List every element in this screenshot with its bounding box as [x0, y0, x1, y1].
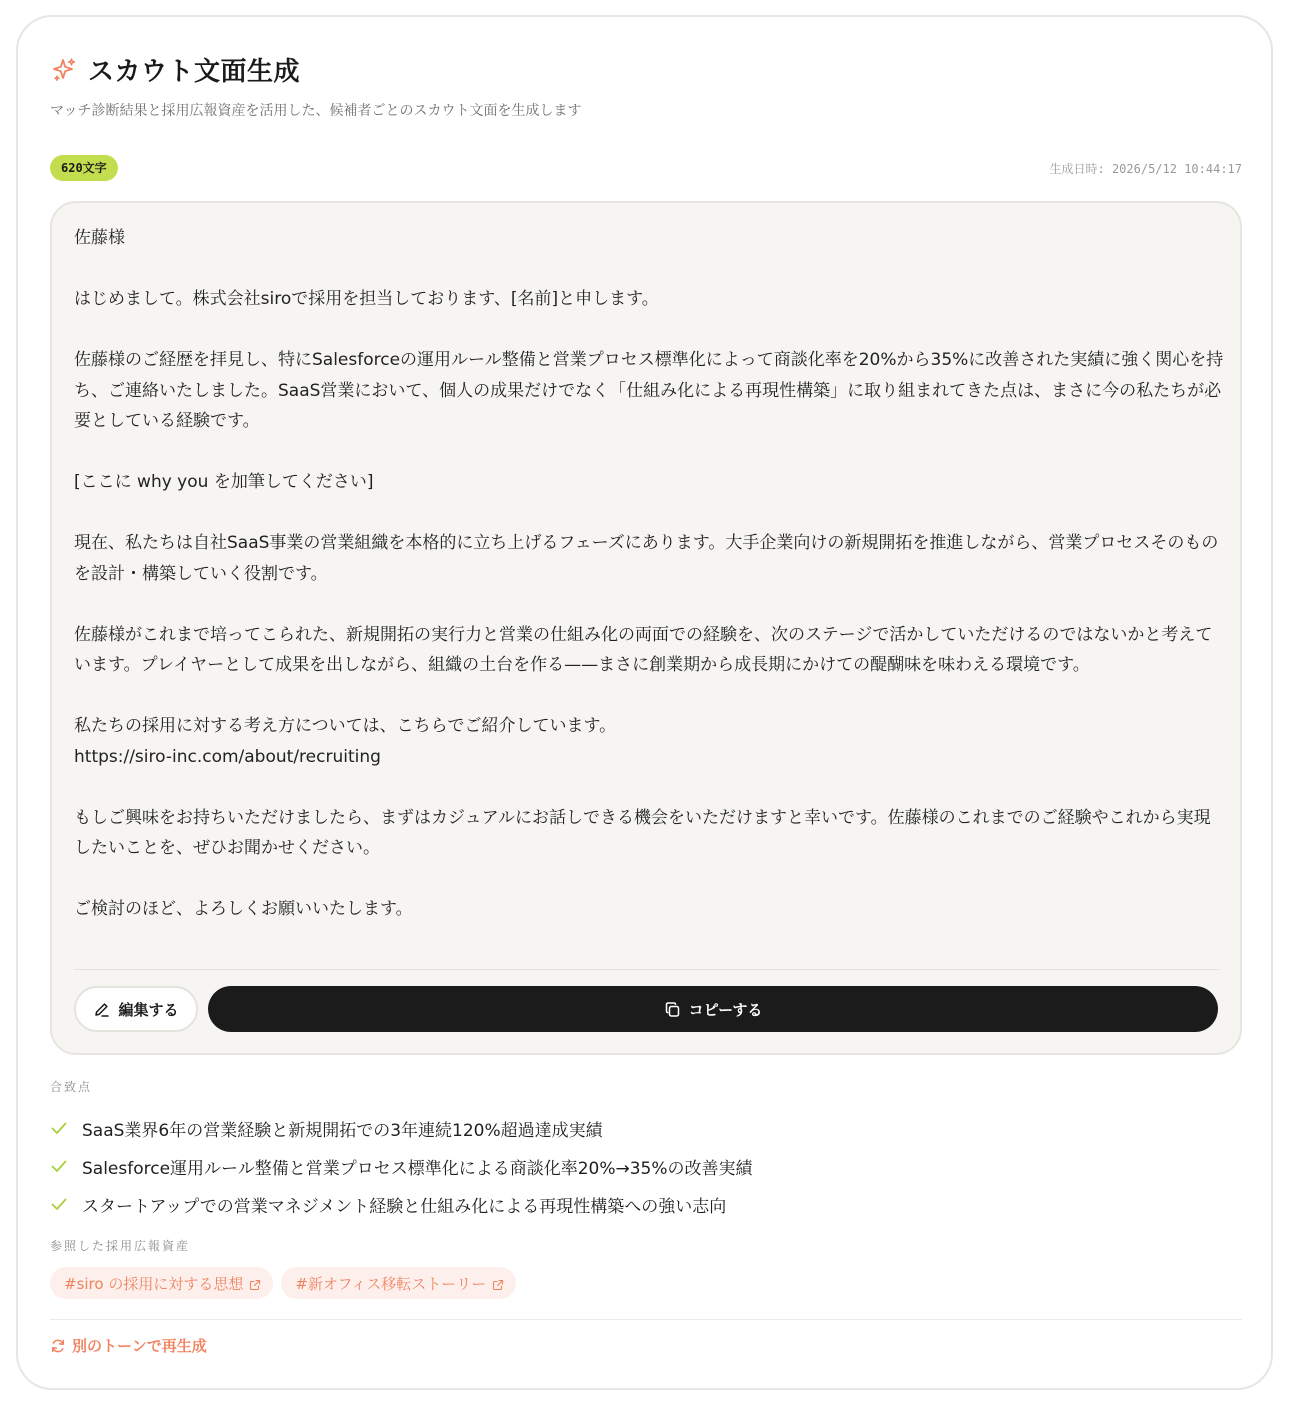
message-paragraph: 私たちの採用に対する考え方については、こちらでご紹介しています。 https://siro-inc.com/about/recruiting [74, 716, 617, 767]
sparkle-icon [50, 56, 78, 84]
asset-tag-link[interactable] [50, 1267, 273, 1299]
assets-label: 参照した採用広報資産 [50, 1239, 191, 1253]
edit-button[interactable] [74, 986, 198, 1032]
copy-icon [664, 1001, 681, 1018]
regenerate-button[interactable] [50, 1335, 207, 1356]
match-point-text: SaaS業界6年の営業経験と新規開拓での3年連続120%超過達成実績 [82, 1120, 603, 1141]
match-point-item [50, 1147, 1200, 1185]
char-count-badge: 620文字 [50, 155, 118, 181]
message-paragraph: [ここに why you を加筆してください] [74, 472, 374, 492]
scout-message-box [50, 201, 1242, 1055]
refresh-icon [50, 1338, 66, 1354]
external-link-icon [492, 1277, 504, 1289]
match-points-label: 合致点 [50, 1080, 93, 1094]
message-paragraph: もしご興味をお持ちいただけましたら、まずはカジュアルにお話しできる機会をいただけますと幸いです。佐藤様のこれまでのご経験やこれから実現したいことを、ぜひお聞かせください。 [74, 807, 1211, 858]
copy-button[interactable] [208, 986, 1218, 1032]
check-icon [50, 1119, 68, 1137]
message-paragraph: ご検討のほど、よろしくお願いいたします。 [74, 899, 413, 919]
asset-tag-link[interactable] [281, 1267, 516, 1299]
asset-tag-label: #新オフィス移転ストーリー [295, 1274, 487, 1293]
match-point-text: スタートアップでの営業マネジメント経験と仕組み化による再現性構築への強い志向 [82, 1196, 727, 1217]
message-paragraph: 佐藤様がこれまで培ってこられた、新規開拓の実行力と営業の仕組み化の両面での経験を、次のステージで活かしていただけるのではないかと考えています。プレイヤーとして成果を出しながら、組織の土台を作る——まさに創業期から成長期にかけての醍醐味を味わえる環境です。 [74, 624, 1213, 675]
message-paragraph: はじめまして。株式会社siroで採用を担当しております、[名前]と申します。 [74, 289, 659, 309]
regenerate-label: 別のトーンで再生成 [72, 1337, 207, 1355]
match-points-list [50, 1109, 1200, 1223]
generated-timestamp: 生成日時: 2026/5/12 10:44:17 [1049, 162, 1242, 176]
copy-button-label: コピーする [688, 1000, 763, 1019]
divider [50, 1319, 1242, 1320]
message-paragraph: 佐藤様 [74, 228, 125, 248]
message-paragraph: 佐藤様のご経歴を拝見し、特にSalesforceの運用ルール整備と営業プロセス標準化によって商談化率を20%から35%に改善された実績に強く関心を持ち、ご連絡いたしました。SaaS営業において、個人の成果だけでなく「仕組み化による再現性構築」に取り組まれてきた点は、まさに今の私たちが必要としている経験です。 [74, 350, 1224, 431]
pencil-icon [93, 1001, 110, 1018]
check-icon [50, 1157, 68, 1175]
page-subtitle: マッチ診断結果と採用広報資産を活用した、候補者ごとのスカウト文面を生成します [50, 103, 582, 119]
header [50, 51, 300, 88]
edit-button-label: 編集する [118, 1000, 179, 1019]
match-point-text: Salesforce運用ルール整備と営業プロセス標準化による商談化率20%→35%の改善実績 [82, 1158, 753, 1179]
message-paragraph: 現在、私たちは自社SaaS事業の営業組織を本格的に立ち上げるフェーズにあります。大手企業向けの新規開拓を推進しながら、営業プロセスそのものを設計・構築していく役割です。 [74, 533, 1219, 584]
meta-row [50, 155, 1242, 181]
asset-tags [50, 1267, 516, 1299]
match-point-item [50, 1185, 1200, 1223]
check-icon [50, 1195, 68, 1213]
page-title: スカウト文面生成 [88, 57, 301, 87]
scout-message-body [74, 223, 1224, 925]
match-point-item [50, 1109, 1200, 1147]
divider [74, 969, 1220, 970]
scout-generator-card [16, 15, 1273, 1390]
asset-tag-label: #siro の採用に対する思想 [64, 1274, 244, 1293]
external-link-icon [249, 1277, 261, 1289]
